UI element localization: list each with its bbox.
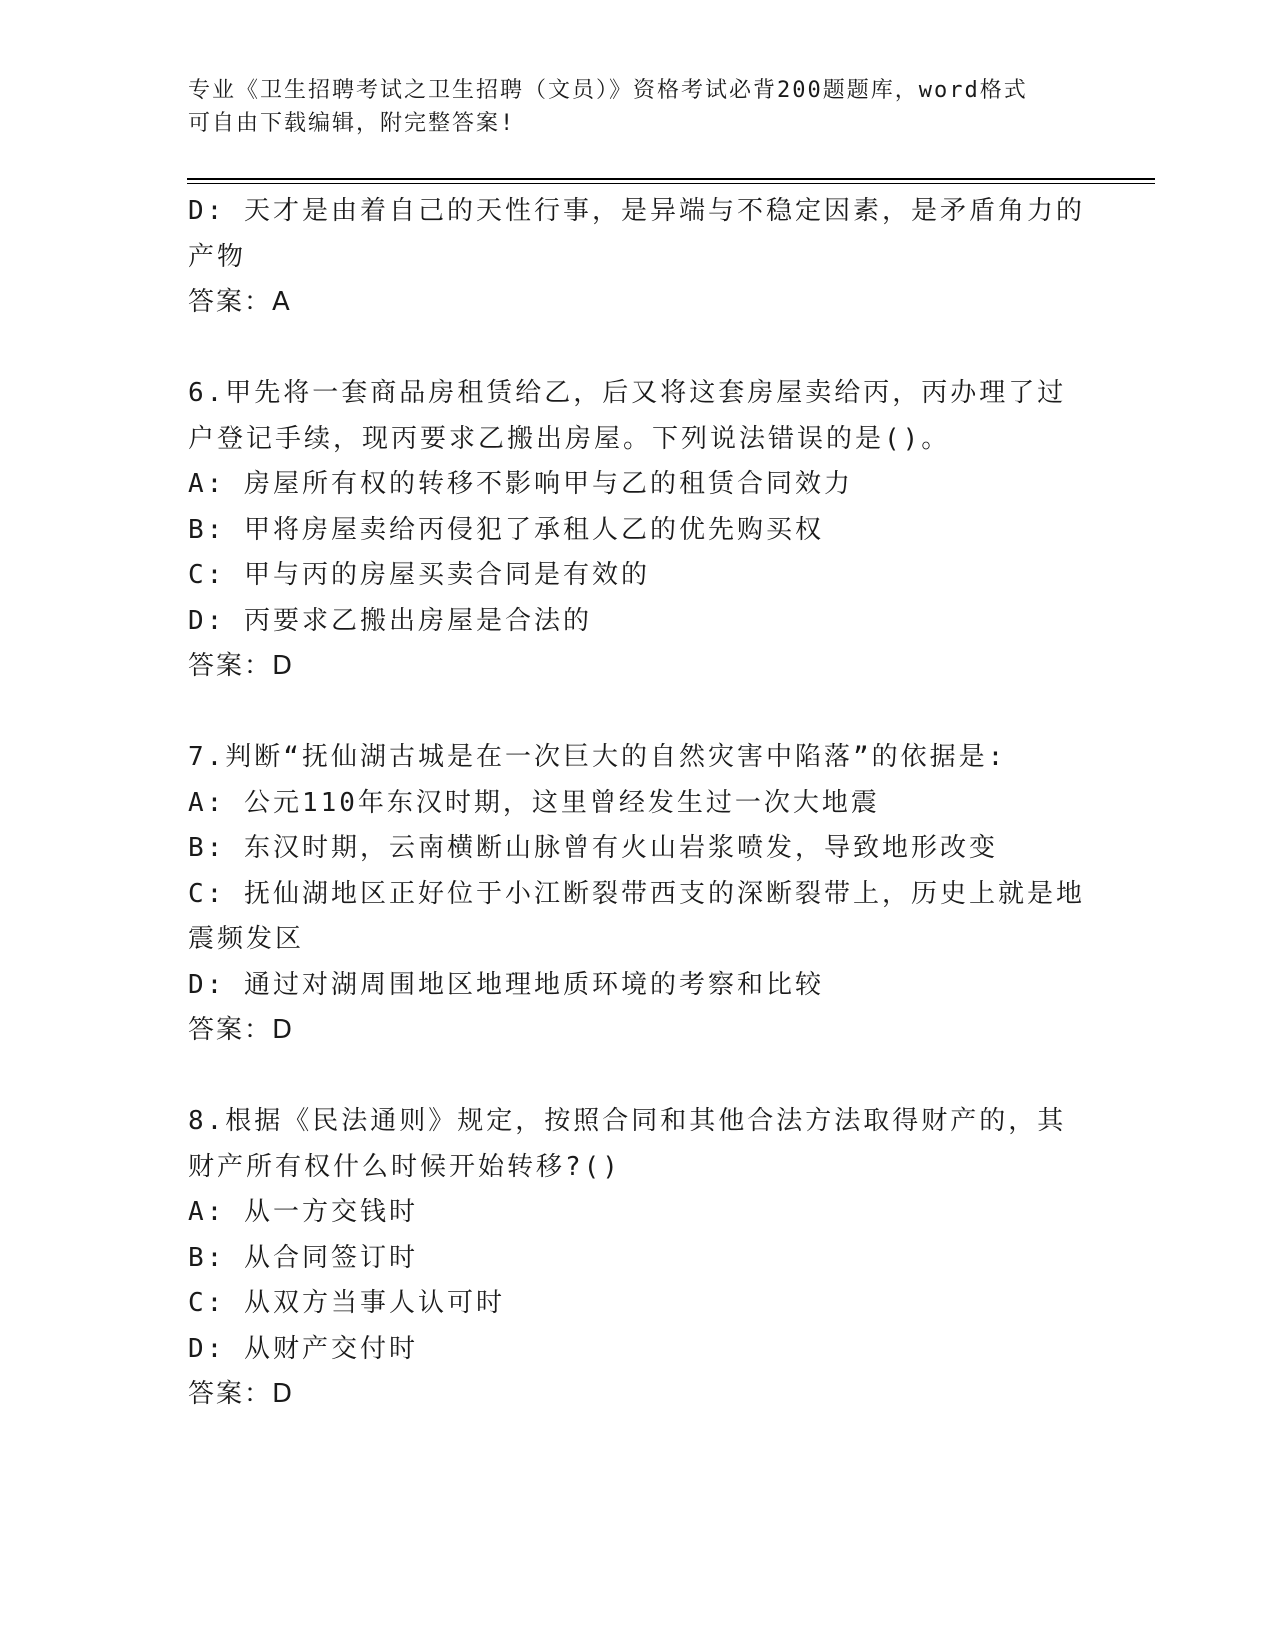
question-7 [188, 735, 1088, 1054]
option-d-line: 产物 [188, 241, 247, 272]
option-c-line: C: 从双方当事人认可时 [188, 1288, 505, 1318]
option-c-line: 震频发区 [188, 924, 305, 954]
question-stem-line: 8.根据《民法通则》规定，按照合同和其他合法方法取得财产的，其 [188, 1106, 1067, 1136]
question-spacer [188, 326, 1088, 372]
question-8 [188, 1099, 1088, 1418]
header-divider [187, 178, 1155, 184]
option-d-line: D: 丙要求乙搬出房屋是合法的 [188, 605, 592, 636]
document-body [188, 189, 1088, 1418]
option-c-line: C: 甲与丙的房屋买卖合同是有效的 [188, 560, 650, 590]
question-spacer [188, 690, 1088, 736]
option-d-line: D: 通过对湖周围地区地理地质环境的考察和比较 [188, 969, 824, 1000]
option-b-line: B: 甲将房屋卖给丙侵犯了承租人乙的优先购买权 [188, 514, 824, 545]
question-stem-line: 6.甲先将一套商品房租赁给乙，后又将这套房屋卖给丙，丙办理了过 [188, 378, 1067, 408]
answer-line: 答案：D [188, 1379, 295, 1409]
question-stem-line: 财产所有权什么时候开始转移?() [188, 1151, 621, 1182]
question-stem-line: 7.判断“抚仙湖古城是在一次巨大的自然灾害中陷落”的依据是: [188, 742, 1007, 772]
option-d-line: D: 从财产交付时 [188, 1333, 418, 1364]
question-6 [188, 371, 1088, 690]
option-b-line: B: 从合同签订时 [188, 1242, 418, 1273]
answer-line: 答案：A [188, 287, 292, 317]
divider-thin-line [187, 183, 1155, 184]
option-c-line: C: 抚仙湖地区正好位于小江断裂带西支的深断裂带上，历史上就是地 [188, 878, 1085, 909]
answer-line: 答案：D [188, 1015, 295, 1045]
option-a-line: A: 从一方交钱时 [188, 1197, 418, 1227]
question-stem-line: 户登记手续，现丙要求乙搬出房屋。下列说法错误的是()。 [188, 423, 951, 454]
header-title-line-2: 可自由下载编辑，附完整答案! [188, 111, 516, 136]
question-spacer [188, 1054, 1088, 1100]
option-a-line: A: 房屋所有权的转移不影响甲与乙的租赁合同效力 [188, 469, 853, 499]
option-b-line: B: 东汉时期，云南横断山脉曾有火山岩浆喷发，导致地形改变 [188, 833, 998, 863]
answer-line: 答案：D [188, 651, 295, 681]
header-title-line-1: 专业《卫生招聘考试之卫生招聘（文员）》资格考试必背200题题库，word格式 [188, 78, 1028, 103]
option-a-line: A: 公元110年东汉时期，这里曾经发生过一次大地震 [188, 787, 880, 818]
page-header [188, 74, 1088, 140]
option-d-line: D: 天才是由着自己的天性行事，是异端与不稳定因素，是矛盾角力的 [188, 196, 1085, 226]
divider-thick-line [187, 178, 1155, 180]
question-5-tail [188, 189, 1088, 326]
